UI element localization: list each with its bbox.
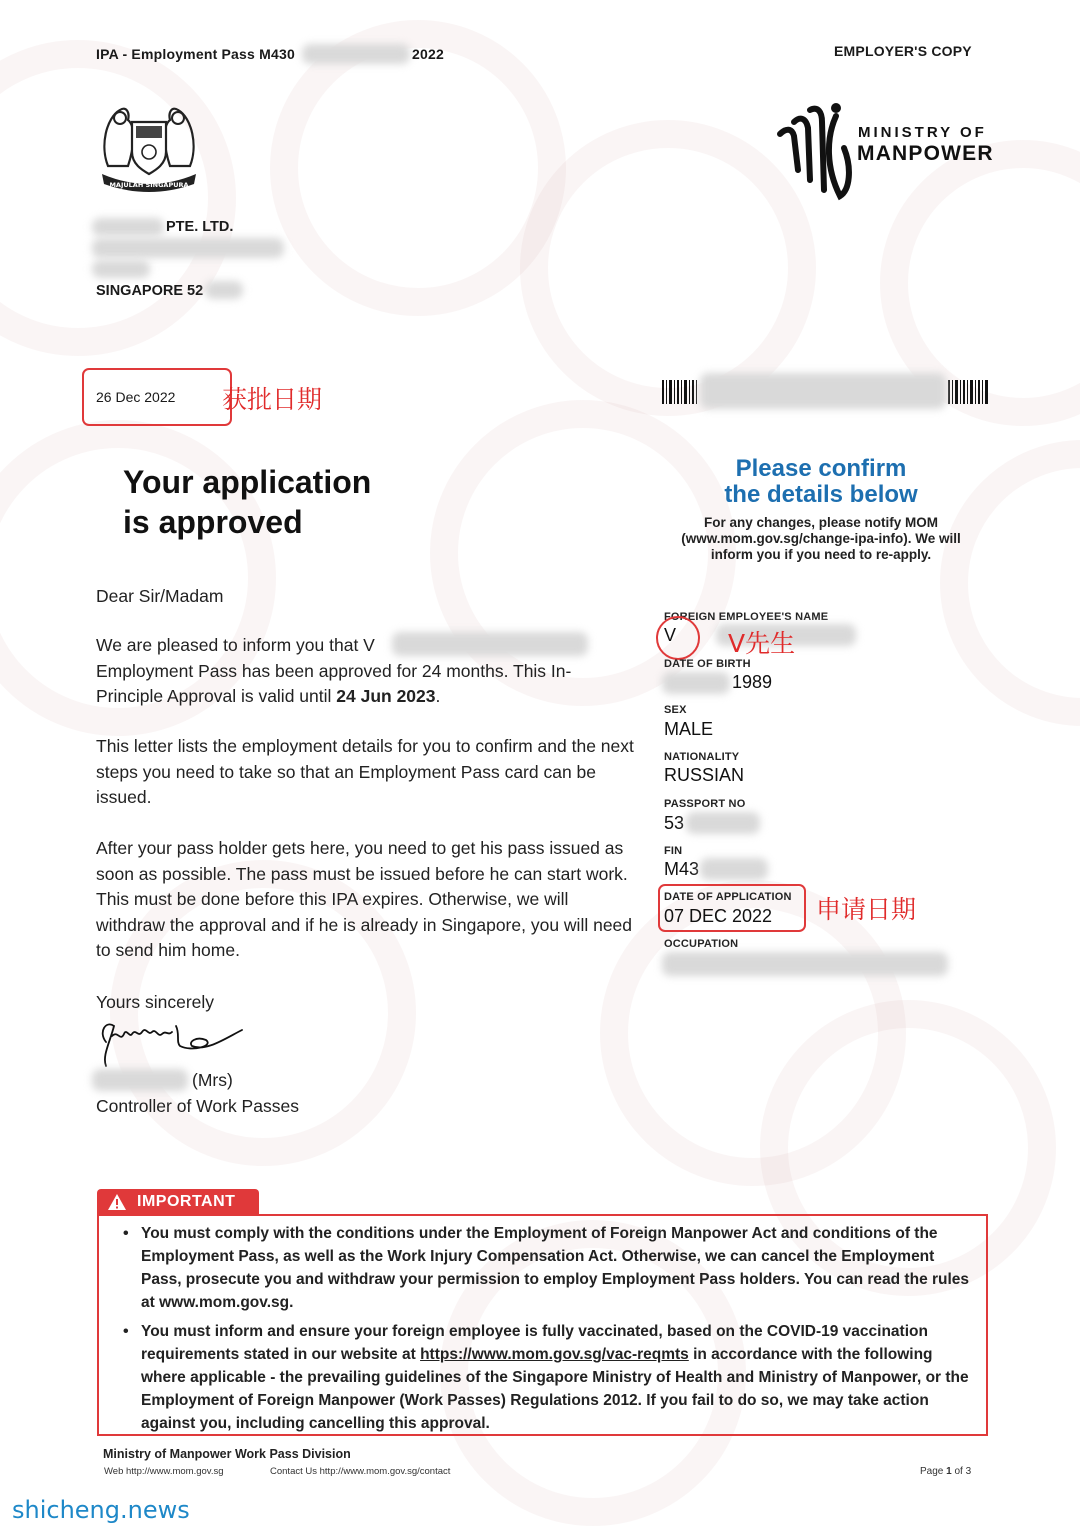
dob-label: DATE OF BIRTH <box>664 658 751 670</box>
confirm-note-line1: For any changes, please notify MOM <box>703 515 939 530</box>
validity-date: 24 Jun 2023 <box>336 686 436 707</box>
signer-role: Controller of Work Passes <box>96 1096 299 1116</box>
confirm-note <box>656 515 986 563</box>
headline-line1: Your application <box>123 464 372 500</box>
salutation: Dear Sir/Madam <box>96 586 224 606</box>
redacted-dob <box>662 672 730 694</box>
paragraph-instructions: After your pass holder gets here, you need to get his pass issued as soon as possible. The pass must be issued before he can start work. This must be done before this IPA expires. Otherwise, we will withdraw the approval and if he is already in Singapore, you will need to send him home. <box>96 838 633 961</box>
paragraph-approval-line3: Principle Approval is valid until 24 Jun 2023. <box>96 686 441 707</box>
redacted-barcode <box>700 373 946 409</box>
fin-value: M43 <box>664 859 700 879</box>
footer-contact: Contact Us http://www.mom.gov.sg/contact <box>270 1466 451 1477</box>
confirm-note-line3: inform you if you need to re-apply. <box>710 547 932 562</box>
footer-division: Ministry of Manpower Work Pass Division <box>103 1447 351 1461</box>
passport-label: PASSPORT NO <box>664 798 746 810</box>
footer-web: Web http://www.mom.gov.sg <box>104 1466 224 1477</box>
signer-title: (Mrs) <box>192 1070 233 1090</box>
mom-logo-mark <box>770 98 860 202</box>
headline <box>123 462 371 542</box>
redacted-address-line <box>92 238 284 258</box>
confirm-title <box>660 456 982 508</box>
ipa-reference <box>96 46 295 62</box>
confirm-note-line2: (www.mom.gov.sg/change-ipa-info). We will <box>681 531 961 546</box>
paragraph-approval-line2: Employment Pass has been approved for 24 months. This In- <box>96 660 572 681</box>
nationality-label: NATIONALITY <box>664 751 740 763</box>
warning-icon <box>107 1193 127 1211</box>
ipa-reference-year: 2022 <box>412 46 444 62</box>
doa-label: DATE OF APPLICATION <box>664 891 792 903</box>
redacted-employee-name <box>392 632 588 656</box>
page-number: Page 1 of 3 <box>920 1466 972 1477</box>
important-tag <box>97 1189 259 1215</box>
important-label: IMPORTANT <box>137 1193 236 1210</box>
mom-logo-line1: MINISTRY OF <box>858 124 987 141</box>
svg-text:MAJULAH SINGAPURA: MAJULAH SINGAPURA <box>109 181 189 189</box>
important-item-vaccination: • You must inform and ensure your foreign employee is fully vaccinated, based on the COVID-19 vaccination requirements stated in our website at https://www.mom.gov.sg/vac-reqmts in accordance with the following where applicable - the prevailing guidelines of the Singapore Ministry of Health and Ministry of Manpower, or the Employment of Foreign Manpower (Work Passes) Regulations 2012. If you fail to do so, we may take action against you, including cancelling this approval. <box>125 1320 970 1435</box>
important-box <box>97 1214 988 1436</box>
site-watermark: shicheng.news <box>12 1496 190 1524</box>
redacted-passport <box>686 812 760 834</box>
confirm-title-line1: Please confirm <box>735 455 907 482</box>
important-list <box>111 1222 970 1435</box>
closing: Yours sincerely <box>96 992 215 1012</box>
signature <box>96 1012 246 1068</box>
headline-line2: is approved <box>123 504 303 540</box>
paragraph-next-steps: This letter lists the employment details for you to confirm and the next steps you need to take so that an Employment Pass card can be issued. <box>96 736 634 808</box>
sex-value: MALE <box>664 719 714 739</box>
nationality-value: RUSSIAN <box>664 765 745 785</box>
ipa-reference-prefix: IPA - Employment Pass M430 <box>96 46 295 62</box>
dob-value: 1989 <box>732 672 773 692</box>
paragraph-approval-line1: We are pleased to inform you that V <box>96 635 375 655</box>
redacted-reference <box>302 44 410 64</box>
name-label: FOREIGN EMPLOYEE'S NAME <box>664 611 829 623</box>
doa-value: 07 DEC 2022 <box>664 906 773 926</box>
fin-label: FIN <box>664 845 683 857</box>
redacted-occupation <box>662 952 948 976</box>
passport-value: 53 <box>664 813 685 833</box>
redacted-signer-name <box>92 1069 188 1091</box>
sex-label: SEX <box>664 704 687 716</box>
confirm-title-line2: the details below <box>724 481 918 508</box>
employers-copy-label: EMPLOYER'S COPY <box>834 43 972 59</box>
singapore-crest-logo <box>94 96 204 196</box>
city-postal: SINGAPORE 52 <box>96 283 204 299</box>
vac-reqmts-link[interactable]: https://www.mom.gov.sg/vac-reqmts <box>420 1346 689 1363</box>
occupation-label: OCCUPATION <box>664 938 739 950</box>
redacted-company-name <box>92 218 164 236</box>
important-item-compliance: • You must comply with the conditions under the Employment of Foreign Manpower Act and conditions of the Employment Pass, as well as the Work Injury Compensation Act. Otherwise, we can cancel the Employment Pass, prosecute you and withdraw your permission to employ Employment Pass holders. You can read the rules at www.mom.gov.sg. <box>125 1222 970 1314</box>
employee-name-annotation: V先生 <box>728 629 796 658</box>
approval-date: 26 Dec 2022 <box>96 389 176 405</box>
redacted-postal <box>205 281 243 299</box>
name-value: V <box>664 625 677 645</box>
application-date-annotation: 申请日期 <box>816 895 917 924</box>
redacted-fin <box>700 858 768 880</box>
mom-logo-line2: MANPOWER <box>857 142 994 165</box>
approval-date-annotation: 获批日期 <box>222 385 323 414</box>
company-suffix: PTE. LTD. <box>166 219 234 235</box>
name-circle-highlight <box>656 616 700 660</box>
redacted-address-line-2 <box>92 260 150 278</box>
